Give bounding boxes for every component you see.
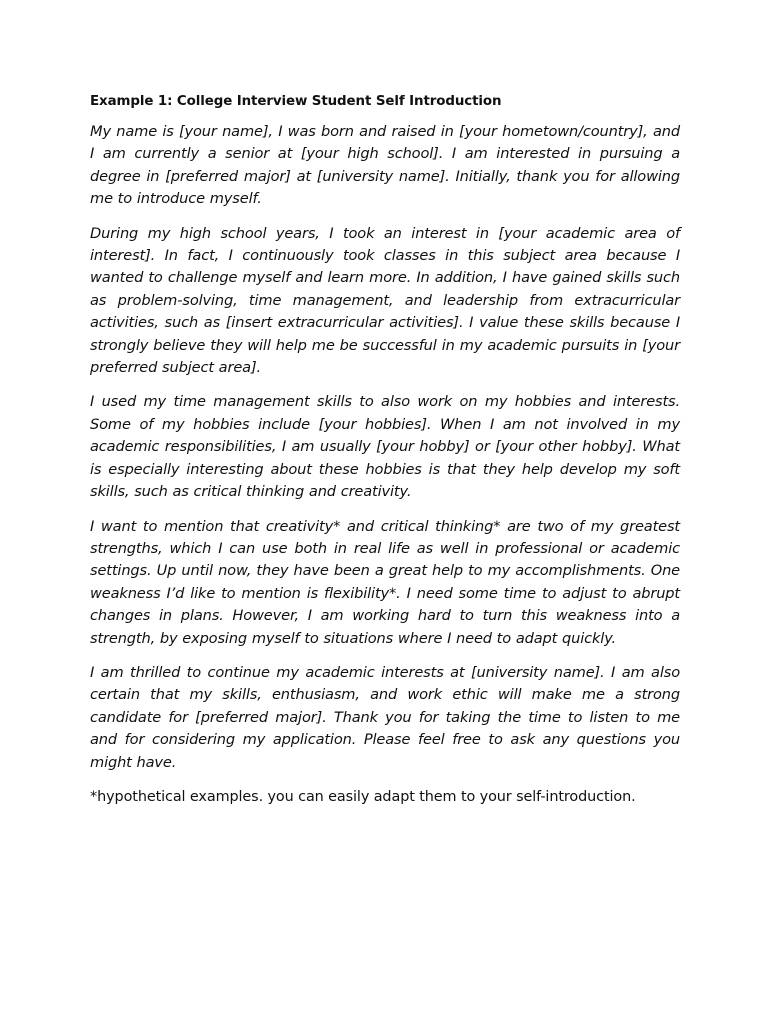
footnote: *hypothetical examples. you can easily adapt them to your self-introduction. [90,788,636,805]
paragraph-introduction: My name is [your name], I was born and raised in [your hometown/country], and I am currently a senior at [your high school]. I am interested in pursuing a degree in [preferred major] at [university name]. Initially, thank you for allowing me to introduce myself. [90,123,680,208]
paragraph-hobbies: I used my time management skills to also work on my hobbies and interests. Some of my hobbies include [your hobbies]. When I am not involved in my academic responsibilities, I am usually [your hobby] or [your other hobby]. What is especially interesting about these hobbies is that they help develop my soft skills, such as critical thinking and creativity. [90,393,680,501]
document-heading: Example 1: College Interview Student Self Introduction [90,94,502,109]
paragraph-closing: I am thrilled to continue my academic interests at [university name]. I am also certain that my skills, enthusiasm, and work ethic will make me a strong candidate for [preferred major]. Thank you for taking the time to listen to me and for considering my application. Please feel free to ask any questions you might have. [90,663,680,771]
paragraph-academic-interest: During my high school years, I took an interest in [your academic area of interest]. In fact, I continuously took classes in this subject area because I wanted to challenge myself and learn more. In addition, I have gained skills such as problem-solving, time management, and leadership from extracurricular activities, such as [insert extracurricular activities]. I value these skills because I strongly believe they will help me be successful in my academic pursuits in [your preferred subject area]. [90,224,680,377]
paragraph-strengths-weaknesses: I want to mention that creativity* and critical thinking* are two of my greatest strengths, which I can use both in real life as well in professional or academic settings. Up until now, they have been a great help to my accomplishments. One weakness I’d like to mention is flexibility*. I need some time to adjust to abrupt changes in plans. However, I am working hard to turn this weakness into a strength, by exposing myself to situations where I need to adapt quickly. [90,517,680,647]
document-page [90,91,680,808]
